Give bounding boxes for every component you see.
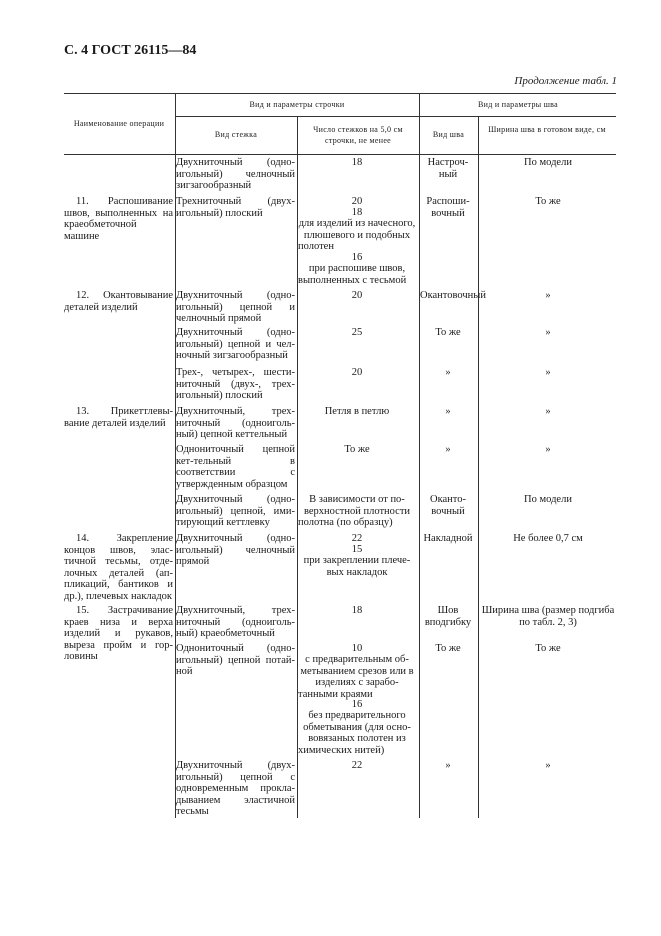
table-cell-seam: Окантовочный	[420, 290, 486, 301]
table-continuation-label: Продолжение табл. 1	[514, 75, 617, 87]
table-cell-operation: 15. Застрачивание краев низа и верха изделий и рукавов, выреза пройм и гор-ловины	[64, 605, 173, 662]
table-cell-count: 18	[351, 605, 363, 616]
table-cell-width: Ширина шва (размер подгиба по табл. 2, 3)	[481, 605, 615, 628]
table-cell-width: »	[545, 290, 551, 301]
table-cell-width: »	[545, 406, 551, 417]
table-cell-stitch: Двухниточный, трех-ниточный (одноиголь-ный) краеобметочный	[176, 605, 295, 639]
table-cell-seam: »	[445, 406, 451, 417]
table-cell-seam: Шов вподгибку	[424, 605, 472, 628]
table-cell-count: 22	[351, 533, 363, 544]
table-cell-stitch: Двухниточный (одно-игольный) челночный зигзагообразный	[176, 157, 295, 191]
table-cell-width: »	[545, 444, 551, 455]
table-cell-count: 20	[351, 367, 363, 378]
table-cell-width: По модели	[524, 494, 572, 505]
table-cell-stitch: Двухниточный (одно-игольный) цепной и чел-ночный зигзагообразный	[176, 327, 295, 361]
table-cell-seam: »	[445, 760, 451, 771]
table-cell-stitch: Однониточный (одно-игольный) цепной потай-ной	[176, 643, 295, 677]
table-cell-seam: Оканто-вочный	[429, 494, 466, 517]
table-cell-count: 22	[351, 760, 363, 771]
table-cell-count: В зависимости от по-верхностной плотности полотна (по образцу)	[298, 494, 411, 528]
table-top-rule	[64, 93, 616, 94]
header-seam-width: Ширина шва в готовом виде, см	[488, 125, 606, 134]
table-cell-count-note: без предварительного обметывания (для осно-вовязаных полотен из химических нитей)	[298, 710, 411, 756]
header-stitch-count: Число стежков на 5,0 см строчки, не менее	[313, 125, 403, 145]
table-cell-seam: »	[445, 444, 451, 455]
table-cell-seam: Распоши-вочный	[426, 196, 470, 219]
table-cell-stitch: Двухниточный (одно-игольный) цепной, ими-тирующий кеттлевку	[176, 494, 295, 528]
table-cell-count: 10	[351, 643, 363, 654]
table-cell-count: 25	[351, 327, 363, 338]
header-operation: Наименование операции	[73, 119, 165, 128]
header-mid-rule	[175, 116, 616, 117]
table-cell-count: 16	[351, 699, 363, 710]
table-cell-count: 20	[351, 290, 363, 301]
table-cell-stitch: Двухниточный, трех-ниточный (одноиголь-ный) цепной кеттельный	[176, 406, 295, 440]
table-cell-count: 20	[351, 196, 363, 207]
table-cell-width: »	[545, 327, 551, 338]
table-cell-width: »	[545, 760, 551, 771]
header-stitch-type: Вид стежка	[214, 130, 258, 139]
table-cell-stitch: Трехниточный (двух-игольный) плоский	[176, 196, 295, 219]
header-seam-group: Вид и параметры шва	[477, 100, 559, 109]
table-cell-count: Петля в петлю	[324, 406, 390, 417]
table-cell-width: То же	[535, 196, 561, 207]
table-cell-stitch: Двухниточный (одно-игольный) челночный прямой	[176, 533, 295, 567]
table-cell-stitch: Трех-, четырех-, шести-ниточный (двух-, трех-игольный) плоский	[176, 367, 295, 401]
table-cell-width: По модели	[524, 157, 572, 168]
table-cell-operation: 11. Распошивание швов, выполненных на краеобметочной машине	[64, 196, 173, 242]
table-cell-seam: Настроч-ный	[427, 157, 469, 180]
table-cell-seam: Накладной	[423, 533, 473, 544]
table-cell-count-note: с предварительным об-метыванием срезов или в изделиях с зарабо-танными краями	[298, 654, 414, 700]
header-stitch-group: Вид и параметры строчки	[249, 100, 345, 109]
table-cell-count-note: при закреплении плече-вых накладок	[303, 555, 411, 578]
header-seam-type: Вид шва	[432, 130, 465, 139]
table-cell-width: »	[545, 367, 551, 378]
table-cell-count: 18	[351, 157, 363, 168]
table-cell-seam: То же	[435, 643, 461, 654]
table-cell-count-note: при распошиве швов, выполненных с тесьмой	[298, 263, 407, 286]
table-cell-stitch: Однониточный цепной кет-тельный в соответствии с утвержденным образцом	[176, 444, 295, 490]
page-header: С. 4 ГОСТ 26115—84	[64, 43, 197, 58]
table-cell-seam: »	[445, 367, 451, 378]
table-cell-operation: 13. Прикеттлевы-вание деталей изделий	[64, 406, 173, 429]
table-cell-stitch: Двухниточный (одно-игольный) цепной и челночный прямой	[176, 290, 295, 324]
table-cell-width: Не более 0,7 см	[513, 533, 583, 544]
table-cell-count: То же	[344, 444, 370, 455]
table-cell-operation: 14. Закрепление концов швов, элас-тичной тесьмы, отде-лочных деталей (ап-пликаций, бантиков и др.), плечевых накладок	[64, 533, 173, 602]
table-cell-count: 16	[351, 252, 363, 263]
table-cell-operation: 12. Окантовывание деталей изделий	[64, 290, 173, 313]
table-cell-seam: То же	[435, 327, 461, 338]
table-cell-count: 18	[351, 207, 363, 218]
table-cell-width: То же	[535, 643, 561, 654]
column-divider	[478, 116, 479, 818]
table-cell-count-note: для изделий из начесного, плюшевого и подобных полотен	[298, 218, 416, 252]
header-bottom-rule	[64, 154, 616, 155]
table-cell-count: 15	[351, 544, 363, 555]
table-cell-stitch: Двухниточный (двух-игольный) цепной с одновременным прокла-дыванием эластичной тесьмы	[176, 760, 295, 817]
